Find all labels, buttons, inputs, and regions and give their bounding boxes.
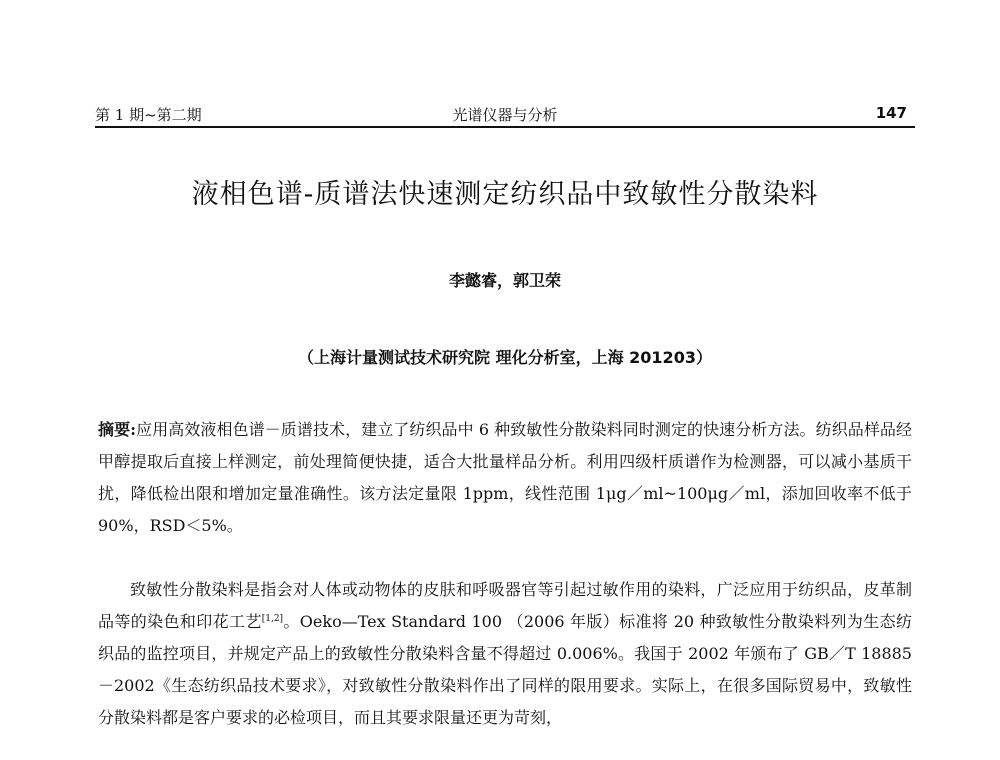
article-title: 液相色谱-质谱法快速测定纺织品中致敏性分散染料 (191, 179, 819, 210)
citation-ref: [1,2] (261, 614, 284, 624)
article-authors: 李懿睿，郭卫荣 (448, 271, 561, 290)
abstract-label: 摘要: (98, 420, 137, 439)
abstract (98, 414, 912, 542)
body-text (98, 574, 912, 734)
running-header (95, 96, 915, 128)
abstract-text: 应用高效液相色谱－质谱技术，建立了纺织品中 6 种致敏性分散染料同时测定的快速分析方法。纺织品样品经甲醇提取后直接上样测定，前处理简便快捷，适合大批量样品分析。利用四级杆质谱作为检测器，可以减小基质干扰，降低检出限和增加定量准确性。该方法定量限 1ppm，线性范围 1μg／ml~100μg／ml，添加回收率不低于 90%，RSD＜5%。 (98, 420, 912, 535)
paragraph-1-part-b: 。Oeko—Tex Standard 100 （2006 年版）标准将 20 种致敏性分散染料列为生态纺织品的监控项目，并规定产品上的致敏性分散染料含量不得超过 0.006%。我国于 2002 年颁布了 GB／T 18885－2002《生态纺织品技术要求》，对致敏性分散染料作出了同样的限用要求。实际上，在很多国际贸易中，致敏性分散染料都是客户要求的必检项目，而且其要求限量还更为苛刻， (98, 612, 912, 727)
paragraph-1 (98, 574, 912, 734)
article-affiliation: （上海计量测试技术研究院 理化分析室，上海 201203） (298, 348, 712, 367)
issue-label: 第 1 期~第二期 (95, 106, 202, 124)
paragraph-1-part-a: 致敏性分散染料是指会对人体或动物体的皮肤和呼吸器官等引起过敏作用的染料，广泛应用于纺织品，皮革制品等的染色和印花工艺 (98, 580, 912, 631)
journal-name: 光谱仪器与分析 (452, 106, 558, 124)
page-number: 147 (875, 104, 907, 122)
